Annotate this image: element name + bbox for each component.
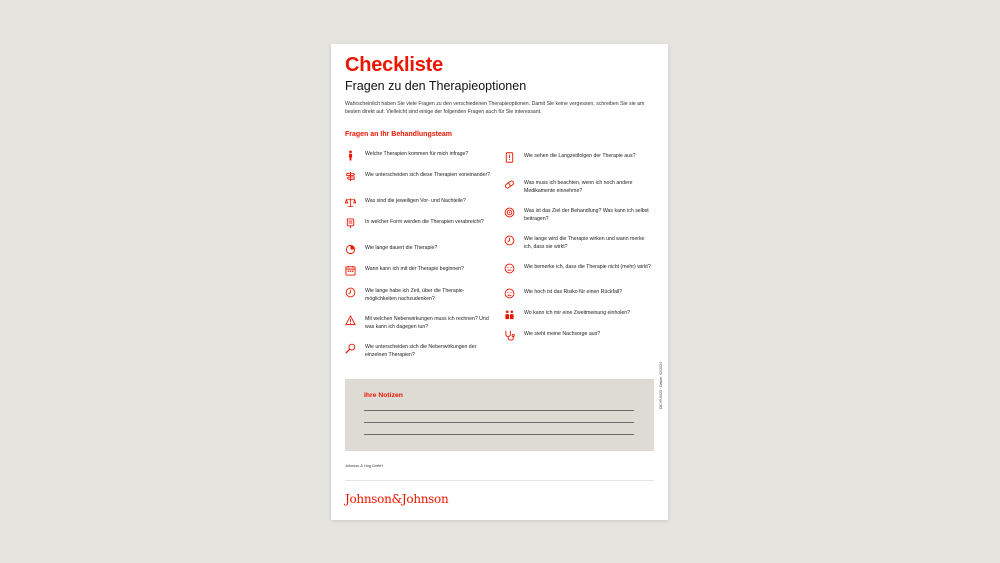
- question-item: Welche Therapien kommen für mich infrage?: [345, 151, 493, 161]
- question-item: Wie hoch ist das Risiko für einen Rückfall?: [504, 289, 652, 299]
- question-item: Wie sieht meine Nachsorge aus?: [504, 331, 652, 341]
- question-item: Wann kann ich mit der Therapie beginnen?: [345, 266, 493, 276]
- question-item: Mit welchen Nebenwirkungen muss ich rechnen? Und was kann ich dagegen tun?: [345, 316, 493, 331]
- question-item: Was sind die jeweiligen Vor- und Nachteile?: [345, 198, 493, 208]
- phone-alert-icon: [504, 152, 515, 163]
- clock-icon: [504, 235, 515, 246]
- company-imprint: Johnson & Hug GmbH: [345, 464, 383, 468]
- notes-title: Ihre Notizen: [364, 392, 403, 399]
- pill-icon: [504, 179, 515, 190]
- page-subtitle: Fragen zu den Therapieoptionen: [345, 79, 527, 93]
- notes-box: [345, 379, 654, 451]
- question-item: In welcher Form werden die Therapien verabreicht?: [345, 219, 493, 229]
- section-heading: Fragen an Ihr Behandlungsteam: [345, 131, 452, 138]
- checklist-page: [331, 44, 668, 520]
- pie-chart-icon: [345, 244, 356, 255]
- calendar-icon: [345, 265, 356, 276]
- note-line: [364, 434, 634, 435]
- stethoscope-icon: [504, 330, 515, 341]
- question-item: Wie bemerke ich, dass die Therapie nicht (mehr) wirkt?: [504, 264, 652, 274]
- question-item: Wie sehen die Langzeitfolgen der Therapie aus?: [504, 153, 652, 163]
- question-item: Wie unterscheiden sich diese Therapien voneinander?: [345, 172, 493, 182]
- scale-icon: [345, 197, 356, 208]
- intro-paragraph: Wahrscheinlich haben Sie viele Fragen zu den verschiedenen Therapieoptionen. Damit Sie keine vergessen, schreiben Sie sie am besten direkt auf. Vielleicht sind einige der folgenden Fragen auch für Sie interessant.: [345, 101, 645, 115]
- brand-logo: Johnson&Johnson: [345, 492, 449, 506]
- sad-face-icon: [504, 288, 515, 299]
- clock-icon: [345, 287, 356, 298]
- note-line: [364, 422, 634, 423]
- note-line: [364, 410, 634, 411]
- question-item: Was ist das Ziel der Behandlung? Was kann ich selbst beitragen?: [504, 208, 652, 223]
- page-title: Checkliste: [345, 54, 444, 76]
- question-item: Wie lange habe ich Zeit, über die Therapie-möglichkeiten nachzudenken?: [345, 288, 493, 303]
- magnifier-icon: [345, 343, 356, 354]
- target-icon: [504, 207, 515, 218]
- question-item: Wo kann ich mir eine Zweitmeinung einholen?: [504, 310, 652, 320]
- neutral-face-icon: [504, 263, 515, 274]
- question-item: Wie unterscheiden sich die Nebenwirkungen der einzelnen Therapien?: [345, 344, 493, 359]
- warning-icon: [345, 315, 356, 326]
- infusion-icon: [345, 218, 356, 229]
- signpost-icon: [345, 171, 356, 182]
- person-icon: [345, 150, 356, 161]
- question-item: Wie lange wird die Therapie wirken und wann merke ich, dass sie wirkt?: [504, 236, 652, 251]
- question-item: Wie lange dauert die Therapie?: [345, 245, 493, 255]
- document-code: DE-99-0023 · Datum: 02/2024: [659, 362, 663, 409]
- footer-divider: [345, 480, 654, 481]
- question-item: Was muss ich beachten, wenn ich noch andere Medikamente einnehme?: [504, 180, 652, 195]
- people-icon: [504, 309, 515, 320]
